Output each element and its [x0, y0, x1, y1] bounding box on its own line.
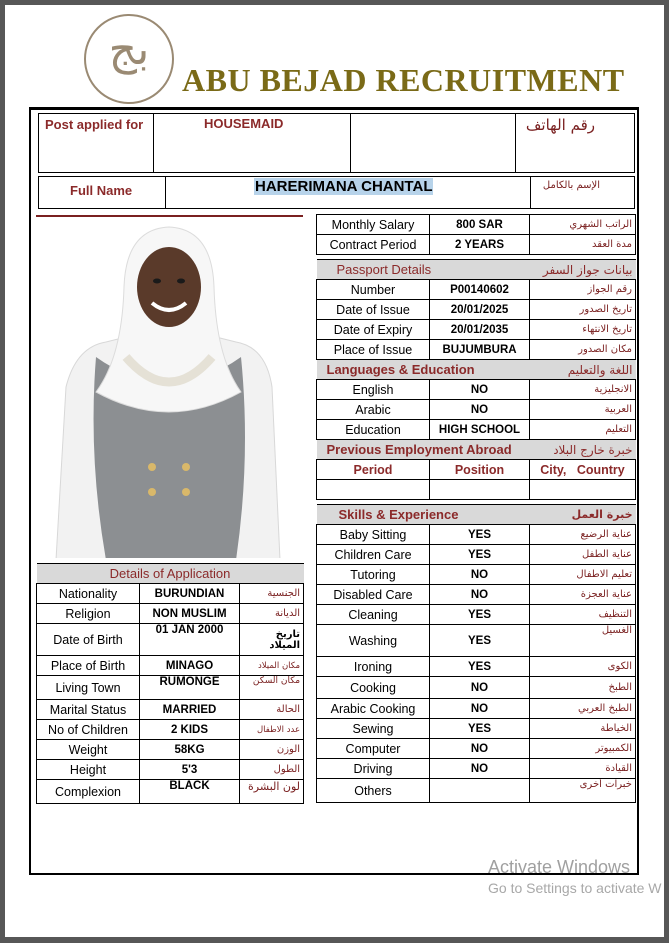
prev-period-header: Period [317, 460, 430, 480]
skill-label: Children Care [317, 545, 430, 565]
skill-value: NO [430, 677, 530, 699]
table-row [317, 300, 636, 320]
detail-value: 01 JAN 2000 [140, 624, 240, 656]
skill-value: YES [430, 625, 530, 657]
skill-label: Ironing [317, 657, 430, 677]
detail-label: Nationality [37, 584, 140, 604]
table-row [37, 760, 304, 780]
passport-row-label: Number [317, 280, 430, 300]
skill-value: NO [430, 739, 530, 759]
prev-period-cell [317, 480, 430, 500]
passport-row-value: BUJUMBURA [430, 340, 530, 360]
skill-label-ar: الخياطة [530, 719, 636, 739]
post-divider-2 [350, 113, 351, 173]
candidate-photo [36, 215, 303, 558]
skill-label: Tutoring [317, 565, 430, 585]
lang-row-ar: الانجليزية [530, 380, 636, 400]
skill-label-ar: الغسيل [530, 625, 636, 657]
salary-label: Monthly Salary [317, 215, 430, 235]
table-row [317, 320, 636, 340]
detail-value: RUMONGE [140, 676, 240, 700]
detail-value: MINAGO [140, 656, 240, 676]
detail-label-ar: الطول [240, 760, 304, 780]
lang-row-value: NO [430, 400, 530, 420]
post-label: Post applied for [45, 117, 144, 132]
fullname-label-ar: الإسم بالكامل [542, 180, 600, 191]
table-row [317, 525, 636, 545]
detail-label: Living Town [37, 676, 140, 700]
table-row [317, 340, 636, 360]
table-row [37, 604, 304, 624]
skill-value [430, 779, 530, 803]
table-row [317, 480, 636, 500]
detail-label: No of Children [37, 720, 140, 740]
table-row [317, 215, 636, 235]
skill-value: YES [430, 605, 530, 625]
fullname-label: Full Name [70, 183, 133, 198]
skill-value: YES [430, 525, 530, 545]
salary-label-ar: الراتب الشهري [530, 215, 636, 235]
table-row [37, 624, 304, 656]
table-row [317, 565, 636, 585]
contract-label-ar: مدة العقد [530, 235, 636, 255]
skill-label: Washing [317, 625, 430, 657]
lang-row-value: NO [430, 380, 530, 400]
skill-value: NO [430, 759, 530, 779]
passport-row-value: 20/01/2035 [430, 320, 530, 340]
skill-label-ar: عناية العجزة [530, 585, 636, 605]
detail-value: BLACK [140, 780, 240, 804]
passport-row-ar: تاريخ الانتهاء [530, 320, 636, 340]
skill-label-ar: الطبخ [530, 677, 636, 699]
passport-row-label: Date of Issue [317, 300, 430, 320]
logo-glyph: بج [108, 24, 150, 75]
skill-label: Cooking [317, 677, 430, 699]
table-row [37, 720, 304, 740]
phone-label-ar: رقم الهاتف [525, 116, 595, 134]
skills-title-ar: خبرة العمل [530, 505, 636, 525]
detail-label-ar: عدد الاطفال [240, 720, 304, 740]
table-row [317, 657, 636, 677]
post-divider-1 [153, 113, 154, 173]
left-details-table [36, 563, 304, 804]
skills-title: Skills & Experience [317, 505, 530, 525]
table-row [317, 235, 636, 255]
detail-label: Religion [37, 604, 140, 624]
section-header [317, 360, 636, 380]
detail-label-ar: لون البشرة [240, 780, 304, 804]
company-logo [84, 14, 174, 104]
skill-label: Disabled Care [317, 585, 430, 605]
skill-label-ar: التنظيف [530, 605, 636, 625]
skill-label-ar: خبرات أخرى [530, 779, 636, 803]
skill-label-ar: الكمبيوتر [530, 739, 636, 759]
details-title: Details of Application [37, 564, 304, 584]
detail-label-ar: الحالة [240, 700, 304, 720]
prev-city-cell [530, 480, 636, 500]
table-row [317, 280, 636, 300]
lang-row-ar: التعليم [530, 420, 636, 440]
table-row [37, 656, 304, 676]
detail-label: Complexion [37, 780, 140, 804]
lang-title: Languages & Education [317, 360, 530, 380]
detail-label-ar: مكان الميلاد [240, 656, 304, 676]
table-row [317, 380, 636, 400]
skill-label: Driving [317, 759, 430, 779]
lang-row-label: Education [317, 420, 430, 440]
detail-label-ar: مكان السكن [240, 676, 304, 700]
table-row [317, 625, 636, 657]
passport-row-label: Date of Expiry [317, 320, 430, 340]
table-row [317, 677, 636, 699]
section-header [317, 440, 636, 460]
activate-windows-subtitle: Go to Settings to activate W [488, 880, 662, 896]
passport-row-value: 20/01/2025 [430, 300, 530, 320]
passport-row-value: P00140602 [430, 280, 530, 300]
table-row [317, 779, 636, 803]
skill-value: YES [430, 719, 530, 739]
detail-label: Height [37, 760, 140, 780]
table-row [37, 676, 304, 700]
lang-row-label: English [317, 380, 430, 400]
table-row [317, 719, 636, 739]
skill-label-ar: تعليم الاطفال [530, 565, 636, 585]
prev-position-header: Position [430, 460, 530, 480]
table-row [317, 759, 636, 779]
fullname-divider-1 [165, 176, 166, 209]
skill-label: Computer [317, 739, 430, 759]
table-row [37, 584, 304, 604]
lang-title-ar: اللغة والتعليم [530, 360, 636, 380]
candidate-photo-drawing [36, 217, 303, 558]
skill-label-ar: القيادة [530, 759, 636, 779]
detail-value: 2 KIDS [140, 720, 240, 740]
section-header [37, 564, 304, 584]
skill-label: Others [317, 779, 430, 803]
passport-row-ar: مكان الصدور [530, 340, 636, 360]
lang-row-ar: العربية [530, 400, 636, 420]
lang-row-value: HIGH SCHOOL [430, 420, 530, 440]
detail-label-ar: الجنسية [240, 584, 304, 604]
skill-label: Baby Sitting [317, 525, 430, 545]
contract-value: 2 YEARS [430, 235, 530, 255]
passport-title-ar: بيانات جواز السفر [530, 260, 636, 280]
table-row [37, 780, 304, 804]
post-value: HOUSEMAID [204, 116, 284, 131]
table-row [37, 740, 304, 760]
table-row [317, 400, 636, 420]
table-row [317, 739, 636, 759]
table-row [317, 420, 636, 440]
detail-label-ar: الديانة [240, 604, 304, 624]
skill-label: Cleaning [317, 605, 430, 625]
passport-row-label: Place of Issue [317, 340, 430, 360]
skill-value: YES [430, 657, 530, 677]
skill-label-ar: عناية الرضيع [530, 525, 636, 545]
post-divider-3 [515, 113, 516, 173]
detail-value: 5'3 [140, 760, 240, 780]
skill-label: Arabic Cooking [317, 699, 430, 719]
detail-label: Date of Birth [37, 624, 140, 656]
skill-label-ar: الطبخ العربي [530, 699, 636, 719]
section-header [317, 260, 636, 280]
table-row [37, 700, 304, 720]
salary-value: 800 SAR [430, 215, 530, 235]
lang-row-label: Arabic [317, 400, 430, 420]
detail-label: Marital Status [37, 700, 140, 720]
passport-title: Passport Details [317, 260, 530, 280]
table-row [317, 605, 636, 625]
skill-value: NO [430, 585, 530, 605]
detail-label: Place of Birth [37, 656, 140, 676]
fullname-divider-2 [530, 176, 531, 209]
activate-windows-title: Activate Windows [488, 857, 631, 877]
skill-label: Sewing [317, 719, 430, 739]
contract-label: Contract Period [317, 235, 430, 255]
fullname-value: HARERIMANA CHANTAL [255, 178, 433, 195]
prev-employment-title: Previous Employment Abroad [317, 440, 530, 460]
passport-row-ar: تاريخ الصدور [530, 300, 636, 320]
table-row [317, 460, 636, 480]
company-name: ABU BEJAD RECRUITMENT [182, 62, 625, 98]
prev-employment-title-ar: خبرة خارج البلاد [530, 440, 636, 460]
detail-label-ar: الوزن [240, 740, 304, 760]
prev-position-cell [430, 480, 530, 500]
right-table [316, 214, 636, 803]
skill-value: NO [430, 565, 530, 585]
detail-label-ar: تاريخ الميلاد [240, 624, 304, 656]
detail-value: MARRIED [140, 700, 240, 720]
detail-value: NON MUSLIM [140, 604, 240, 624]
skill-label-ar: عناية الطفل [530, 545, 636, 565]
skill-label-ar: الكوى [530, 657, 636, 677]
table-row [317, 699, 636, 719]
prev-city-country-header: City, Country [530, 460, 636, 480]
skill-value: NO [430, 699, 530, 719]
table-row [317, 545, 636, 565]
passport-row-ar: رقم الجواز [530, 280, 636, 300]
detail-value: 58KG [140, 740, 240, 760]
detail-value: BURUNDIAN [140, 584, 240, 604]
table-row [317, 585, 636, 605]
detail-label: Weight [37, 740, 140, 760]
skill-value: YES [430, 545, 530, 565]
section-header [317, 505, 636, 525]
